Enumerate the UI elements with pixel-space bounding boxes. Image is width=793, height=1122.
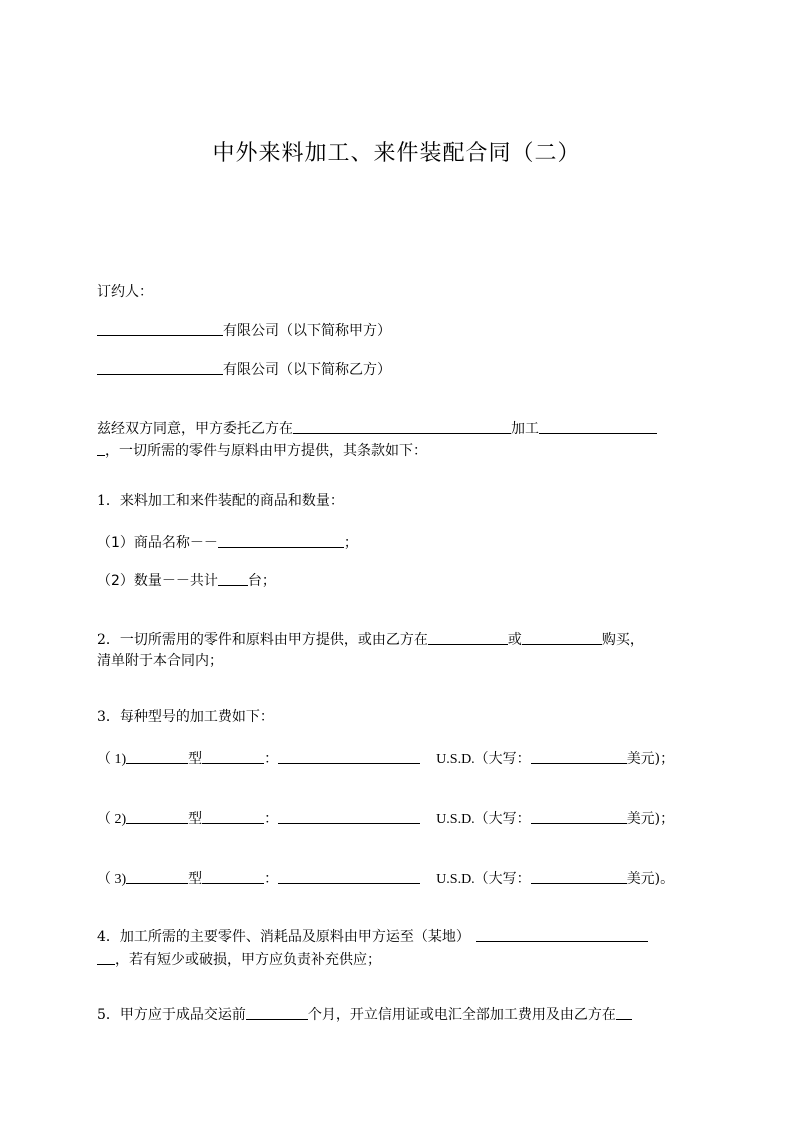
usd-label: U.S.D.（大写： [436,752,531,767]
clause-2-text: 2．一切所需用的零件和原料由甲方提供，或由乙方在 [97,632,428,648]
usd-suffix: 美元)。 [626,871,675,887]
clause-5-text: 5．甲方应于成品交运前 [97,1007,246,1023]
usd-suffix: 美元)； [626,811,675,827]
intro-text-1: 兹经双方同意，甲方委托乙方在 [97,421,293,437]
party-a-name-blank[interactable] [97,321,223,336]
clause-4-text: 4．加工所需的主要零件、消耗品及原料由甲方运至（某地） [97,929,470,945]
quantity-blank[interactable] [218,571,248,586]
clause-5-text-2: 个月，开立信用证或电汇全部加工费用及由乙方在 [307,1007,616,1023]
clause-2-line-1 [97,629,644,649]
usd-label: U.S.D.（大写： [436,872,531,887]
page-title: 中外来料加工、来件装配合同（二） [212,141,581,166]
party-b-suffix: 有限公司（以下简称乙方） [223,362,391,378]
fee-words-blank[interactable] [531,869,627,884]
quantity-suffix: 台； [247,573,276,589]
intro-text-3: ，一切所需的零件与原料由甲方提供，其条款如下： [105,443,427,459]
commodity-name-label: （1）商品名称－－ [97,535,218,551]
model-suffix: 型 [188,751,203,767]
party-a-line [97,320,391,340]
usd-label: U.S.D.（大写： [436,812,531,827]
commodity-name-blank[interactable] [218,533,344,548]
processing-place-blank[interactable] [293,419,511,434]
fee-row-number: （ 1) [97,752,127,767]
fee-amount-blank[interactable] [278,869,420,884]
processing-item-blank-cont[interactable] [97,441,105,456]
clause-5-blank[interactable] [616,1005,632,1020]
delivery-place-blank-cont[interactable] [97,950,115,965]
purchase-place-1-blank[interactable] [428,630,508,645]
delivery-place-blank[interactable] [476,927,648,942]
quantity-label: （2）数量－－共计 [97,573,218,589]
intro-text-2: 加工 [511,421,539,437]
clause-1-heading: 1．来料加工和来件装配的商品和数量： [97,493,344,509]
fee-row-3 [97,868,674,889]
model-blank[interactable] [126,749,188,764]
intro-line-1 [97,418,657,438]
clause-2-line-2: 清单附于本合同内； [97,653,223,669]
model-blank[interactable] [126,869,188,884]
clause-2-or: 或 [507,632,522,648]
party-b-line [97,359,391,379]
clause-1-item-1 [97,532,358,552]
model-blank[interactable] [126,809,188,824]
intro-line-2 [97,440,427,460]
clause-3-heading: 3．每种型号的加工费如下： [97,709,274,725]
fee-amount-blank[interactable] [278,749,420,764]
commodity-name-suffix: ； [343,535,358,551]
processing-item-blank[interactable] [539,419,657,434]
purchase-place-2-blank[interactable] [522,630,602,645]
usd-suffix: 美元)； [626,751,675,767]
clause-1-item-2 [97,570,276,590]
party-b-name-blank[interactable] [97,360,223,375]
fee-row-2 [97,808,674,829]
clause-2-buy: 购买， [601,632,644,648]
fee-row-1 [97,748,674,769]
fee-colon: ： [264,871,279,887]
fee-words-blank[interactable] [531,809,627,824]
clause-4-line-2 [97,949,381,969]
model-name-blank[interactable] [202,869,264,884]
model-suffix: 型 [188,811,203,827]
fee-amount-blank[interactable] [278,809,420,824]
clause-5-line-1 [97,1004,632,1024]
months-blank[interactable] [246,1005,308,1020]
clause-4-line-1 [97,926,648,946]
model-suffix: 型 [188,871,203,887]
signers-label: 订约人： [97,284,153,300]
model-name-blank[interactable] [202,749,264,764]
party-a-suffix: 有限公司（以下简称甲方） [223,323,391,339]
clause-4-text-2: ，若有短少或破损，甲方应负责补充供应； [115,952,381,968]
model-name-blank[interactable] [202,809,264,824]
fee-colon: ： [264,811,279,827]
fee-row-number: （ 3) [97,872,127,887]
fee-colon: ： [264,751,279,767]
fee-words-blank[interactable] [531,749,627,764]
fee-row-number: （ 2) [97,812,127,827]
